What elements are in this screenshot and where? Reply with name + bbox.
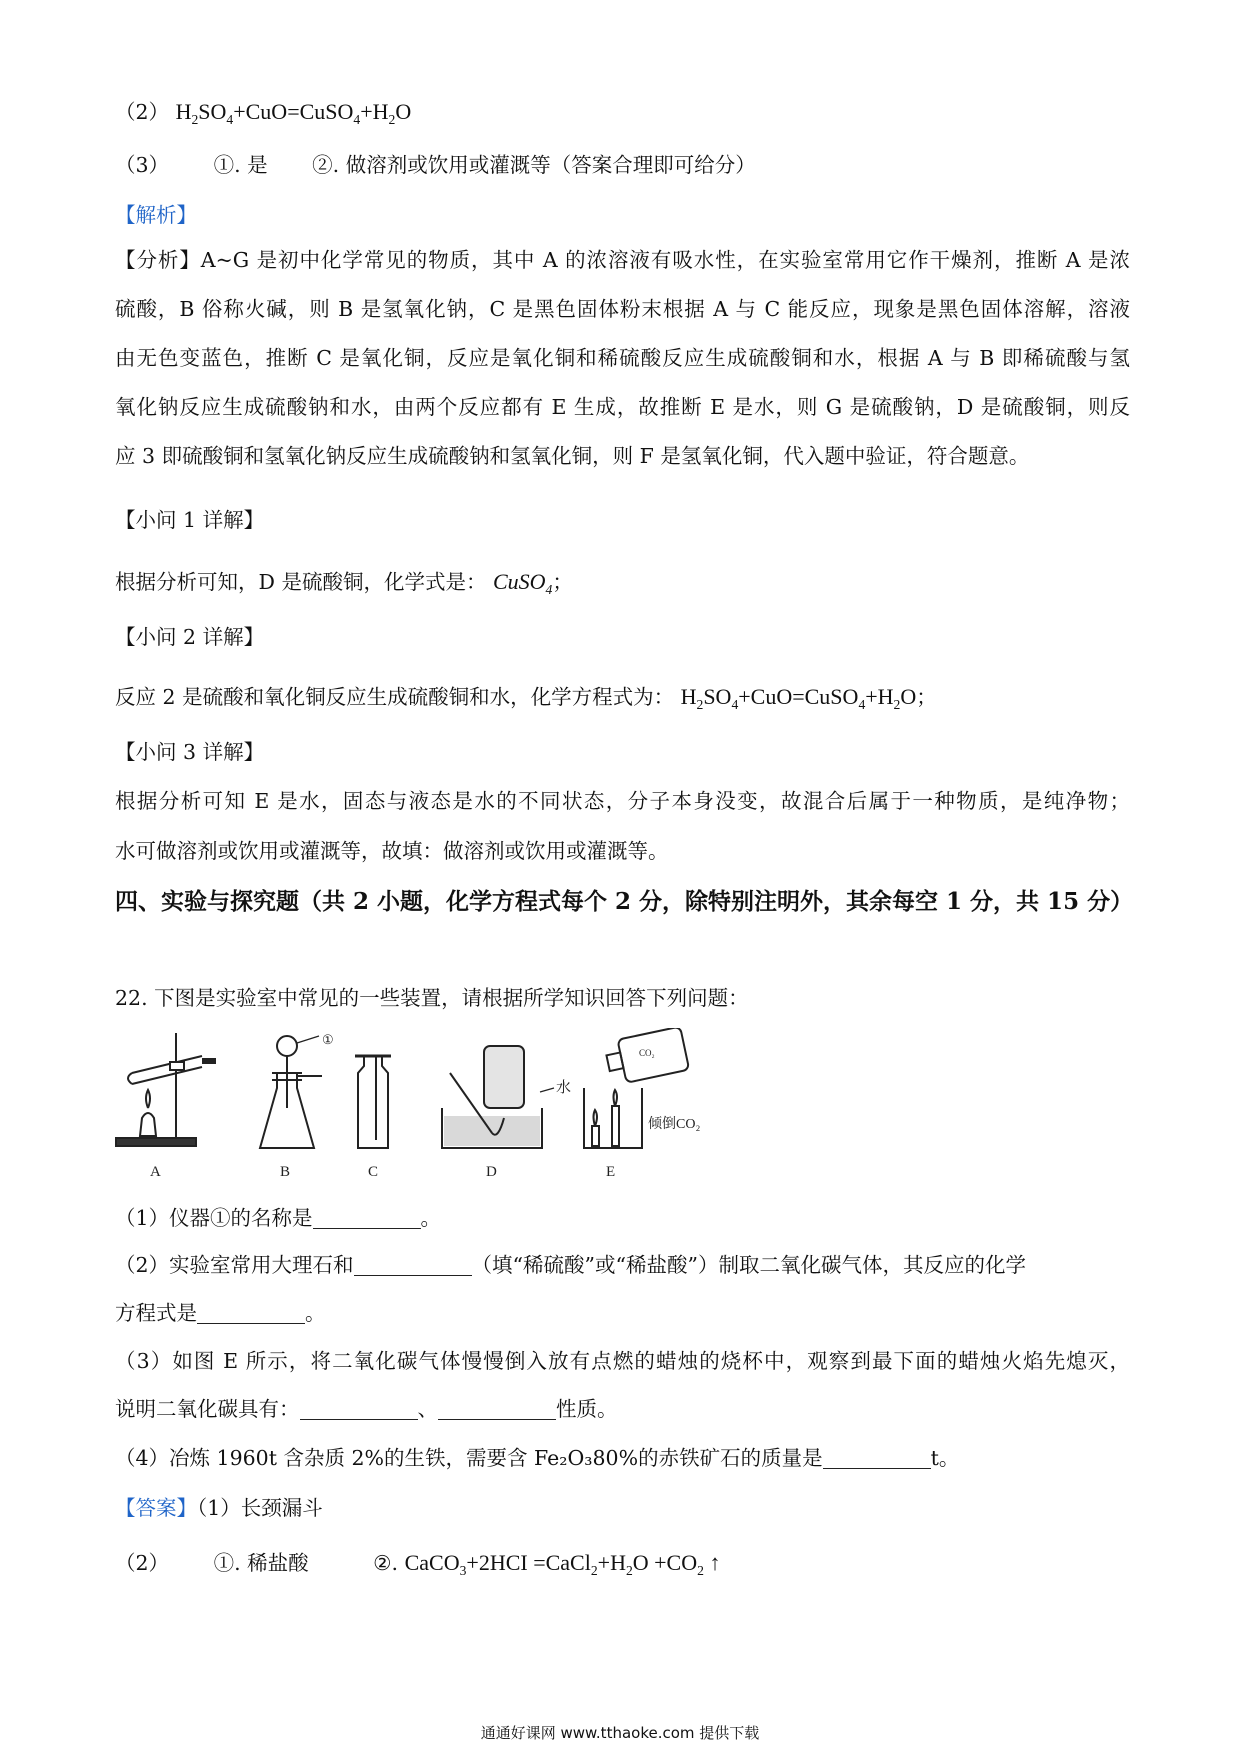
sub1-title: 【小问 1 详解】 <box>115 508 265 532</box>
sub3-title: 【小问 3 详解】 <box>115 740 265 764</box>
q3-separator: 、 <box>417 1397 438 1421</box>
answer-tag: 【答案】 <box>115 1496 197 1520</box>
answer-blank <box>300 1397 418 1420</box>
answer-line <box>115 1493 323 1523</box>
answer-blank <box>313 1206 421 1229</box>
q4-end: t。 <box>930 1446 960 1470</box>
sub1-line <box>115 567 573 597</box>
analysis-line-2: 硫酸，B 俗称火碱，则 B 是氢氧化钠，C 是黑色固体粉末根据 A 与 C 能反应，现象是黑色固体溶解，溶液 <box>115 297 1130 321</box>
answer-3-part2: ②. 做溶剂或饮用或灌溉等（答案合理即可给分） <box>312 153 756 177</box>
q3-line-1: （3）如图 E 所示，将二氧化碳气体慢慢倒入放有点燃的蜡烛的烧杯中，观察到最下面的蜡烛火焰先熄灭， <box>115 1349 1130 1373</box>
label-d: D <box>486 1164 497 1178</box>
sub1-formula: CuSO$_4$ <box>492 569 553 597</box>
final-part2: ②. <box>373 1551 399 1575</box>
section-4-heading: 四、实验与探究题（共 2 小题，化学方程式每个 2 分，除特别注明外，其余每空 1 分，共 15 分） <box>115 888 1134 915</box>
final-answer-line <box>115 1548 720 1578</box>
answer-blank <box>197 1301 305 1324</box>
final-equation: CaCO$_3$+2HCI $=CaCl_2+H_2O +CO_2$ ↑ <box>404 1550 721 1578</box>
q1-text: （1）仪器①的名称是 <box>115 1206 313 1230</box>
q2-end: 。 <box>305 1301 326 1325</box>
answer-blank <box>823 1446 931 1469</box>
label-e: E <box>606 1164 616 1178</box>
answer-3-part1: ①. 是 <box>213 153 268 177</box>
label-co2-bottle: CO₂ <box>639 1048 655 1058</box>
answer-blank <box>438 1397 556 1420</box>
label-a: A <box>150 1164 161 1178</box>
q1-line <box>115 1203 441 1233</box>
question-22: 22. 下图是实验室中常见的一些装置，请根据所学知识回答下列问题： <box>115 986 749 1010</box>
label-pour-co2: 倾倒CO₂ <box>648 1117 701 1132</box>
apparatus-a <box>116 1033 216 1146</box>
label-water: 水 <box>556 1080 572 1096</box>
analysis-line-4: 氧化钠反应生成硫酸钠和水，由两个反应都有 E 生成，故推断 E 是水，则 G 是硫酸钠，D 是硫酸铜，则反 <box>115 395 1130 419</box>
answer-3-prefix: （3） <box>115 153 170 177</box>
final-part1: ①. 稀盐酸 <box>213 1551 309 1575</box>
apparatus-b <box>260 1036 322 1148</box>
label-circle-one: ① <box>322 1032 334 1047</box>
footer-text: 通通好课网 www.tthaoke.com 提供下载 <box>480 1724 760 1742</box>
analysis-line-5: 应 3 即硫酸铜和氢氧化钠反应生成硫酸钠和氢氧化铜，则 F 是氢氧化铜，代入题中验证，符合题意。 <box>115 444 1030 468</box>
answer-2-prefix: （2） <box>115 100 170 124</box>
q3-text-d: 性质。 <box>556 1397 618 1421</box>
q2-text-b: （填“稀硫酸”或“稀盐酸”）制取二氧化碳气体，其反应的化学 <box>471 1253 1026 1277</box>
q4-text: （4）冶炼 1960t 含杂质 2%的生铁，需要含 Fe₂O₃80%的赤铁矿石的质量是 <box>115 1446 823 1470</box>
analysis-line-3: 由无色变蓝色，推断 C 是氧化铜，反应是氧化铜和稀硫酸反应生成硫酸铜和水，根据 A 与 B 即稀硫酸与氢 <box>115 346 1130 370</box>
q2-text-c: 方程式是 <box>115 1301 197 1325</box>
answer-2-equation: $H_2SO_4+CuO=CuSO_4+H_2O$ <box>175 99 412 127</box>
sub3-line-1: 根据分析可知 E 是水，固态与液态是水的不同状态，分子本身没变，故混合后属于一种物质，是纯净物； <box>115 789 1130 813</box>
q4-line <box>115 1443 959 1473</box>
apparatus-d <box>442 1046 554 1148</box>
sub2-line <box>115 682 937 712</box>
final-prefix: （2） <box>115 1551 170 1575</box>
sub1-text: 根据分析可知，D 是硫酸铜，化学式是： <box>115 570 487 594</box>
q3-line-2 <box>115 1394 618 1424</box>
sub2-end: ； <box>916 685 937 709</box>
answer-2-line <box>115 97 411 127</box>
q3-text-b: 说明二氧化碳具有： <box>115 1397 300 1421</box>
answer-3-line <box>115 150 756 180</box>
label-c: C <box>368 1164 379 1178</box>
q2-line-1 <box>115 1250 1026 1280</box>
apparatus-figure <box>112 1028 802 1178</box>
sub2-text: 反应 2 是硫酸和氧化铜反应生成硫酸铜和水，化学方程式为： <box>115 685 675 709</box>
sub3-line-2: 水可做溶剂或饮用或灌溉等，故填：做溶剂或饮用或灌溉等。 <box>115 839 669 863</box>
answer-1: （1）长颈漏斗 <box>197 1496 323 1520</box>
apparatus-c <box>355 1056 391 1148</box>
label-b: B <box>280 1164 291 1178</box>
q2-line-2 <box>115 1298 326 1328</box>
sub2-title: 【小问 2 详解】 <box>115 625 265 649</box>
q1-end: 。 <box>420 1206 442 1230</box>
answer-blank <box>354 1253 472 1276</box>
jiexi-label: 【解析】 <box>115 203 197 227</box>
sub1-end: ； <box>552 570 573 594</box>
sub2-equation: $H_2SO_4+CuO=CuSO_4+H_2O$ <box>680 684 917 712</box>
analysis-line-1: 【分析】A~G 是初中化学常见的物质，其中 A 的浓溶液有吸水性，在实验室常用它作干燥剂，推断 A 是浓 <box>115 248 1130 272</box>
q2-text-a: （2）实验室常用大理石和 <box>115 1253 354 1277</box>
